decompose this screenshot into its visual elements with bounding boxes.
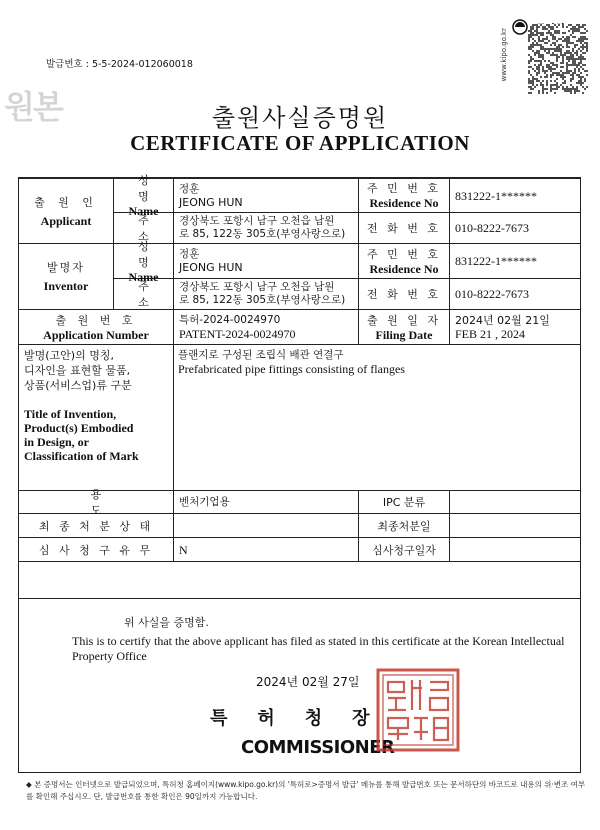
certify-statement-ko: 위 사실을 증명함. xyxy=(124,616,209,629)
applicant-label-ko: 출 원 인 xyxy=(34,195,98,209)
residence-label-ko: 주 민 번 호 xyxy=(367,247,441,261)
exam-date-label-text: 심사청구일자 xyxy=(372,543,436,557)
applicant-phone xyxy=(450,213,580,243)
phone-value: 010-8222-7673 xyxy=(455,221,529,235)
inventor-label-ko: 발명자 xyxy=(47,261,85,274)
filing-date-label-en: Filing Date xyxy=(375,327,433,342)
title-english: CERTIFICATE OF APPLICATION xyxy=(130,131,470,155)
residence-label-en: Residence No xyxy=(369,196,439,210)
filing-date-en: FEB 21 , 2024 xyxy=(455,326,526,341)
phone-label: 전 화 번 호 xyxy=(367,288,441,301)
inventor-name-label xyxy=(114,239,173,284)
use-label xyxy=(19,488,173,517)
app-number-en: PATENT-2024-0024970 xyxy=(179,326,296,341)
applicant-name-ko: 정훈 xyxy=(179,182,200,195)
inventor-label-en: Inventor xyxy=(43,279,89,293)
issue-number: 발급번호 : 5-5-2024-012060018 xyxy=(46,59,193,70)
invention-label-ko-2: 디자인을 표현할 물품, xyxy=(24,364,131,377)
official-seal-image xyxy=(374,666,462,754)
app-number-ko: 특허-2024-0024970 xyxy=(179,313,281,326)
address-line1: 경상북도 포항시 남구 오천읍 남원 xyxy=(179,281,335,293)
invention-label-en-1: Title of Invention, xyxy=(24,407,117,421)
phone-value: 010-8222-7673 xyxy=(455,287,529,301)
invention-label-ko-1: 발명(고안)의 명칭, xyxy=(24,349,114,362)
inventor-section-label xyxy=(19,244,113,309)
inventor-residence-label xyxy=(359,244,449,278)
filing-date xyxy=(450,310,580,344)
original-stamp: 원본 xyxy=(4,88,62,126)
residence-no-value: 831222-1****** xyxy=(455,254,537,268)
applicant-residence-no xyxy=(450,179,580,212)
footer-note: ◆ 본 증명서는 인터넷으로 발급되었으며, 특허청 홈페이지(www.kipo.go.kr)의 '특허로>증명서 발급' 메뉴를 통해 발급번호 또는 문서하단의 바코드로 내용의 위·변조 여부를 확인해 주십시오. 단, 발급번호를 통한 확인은 90일까지 가능합니다. xyxy=(26,780,586,801)
title-korean: 출원사실증명원 xyxy=(211,104,389,132)
invention-title-label xyxy=(24,348,172,463)
commissioner-title: COMMISSIONER xyxy=(241,737,395,758)
ipc-label-text: IPC 분류 xyxy=(382,496,426,509)
final-date-value xyxy=(450,514,580,537)
invention-label-en-2: Product(s) Embodied xyxy=(24,421,134,435)
application-number xyxy=(174,310,358,344)
invention-title-en: Prefabricated pipe fittings consisting of flanges xyxy=(178,362,405,376)
final-status-label xyxy=(19,514,173,537)
final-date-label xyxy=(359,514,449,537)
address-line2: 로 85, 122동 305호(부영사랑으로) xyxy=(179,228,346,240)
inventor-name xyxy=(174,244,358,278)
application-number-label xyxy=(19,310,173,344)
final-status-label-text: 최 종 처 분 상 태 xyxy=(38,519,154,533)
organization-korean: 특허청장 xyxy=(210,708,400,729)
ipc-label xyxy=(359,491,449,513)
inventor-name-ko: 정훈 xyxy=(179,248,200,260)
residence-label-ko: 주 민 번 호 xyxy=(367,182,441,195)
applicant-name-label xyxy=(114,174,173,218)
applicant-phone-label xyxy=(359,213,449,243)
address-line1: 경상북도 포항시 남구 오천읍 남원 xyxy=(179,215,335,227)
applicant-name-en: JEONG HUN xyxy=(179,195,243,209)
name-label-en: Name xyxy=(128,269,159,284)
address-line2: 로 85, 122동 305호(부영사랑으로) xyxy=(179,294,346,306)
invention-title xyxy=(178,348,573,376)
final-date-label-text: 최종처분일 xyxy=(377,519,431,533)
invention-label-en-4: Classification of Mark xyxy=(24,449,139,463)
exam-request-label xyxy=(19,538,173,561)
phone-label: 전 화 번 호 xyxy=(367,222,441,235)
name-label-ko: 성 명 xyxy=(138,174,163,203)
filing-date-ko: 2024년 02월 21일 xyxy=(455,313,550,327)
filing-date-label xyxy=(359,310,449,344)
final-status-value xyxy=(174,514,358,537)
exam-date-label xyxy=(359,538,449,561)
applicant-residence-label xyxy=(359,179,449,212)
use-value xyxy=(174,491,358,513)
name-label-ko: 성 명 xyxy=(138,239,163,269)
exam-request-value-text: N xyxy=(179,542,188,557)
applicant-address xyxy=(174,213,358,243)
inventor-phone-label xyxy=(359,279,449,309)
use-value-text: 벤처기업용 xyxy=(179,495,230,508)
applicant-label-en: Applicant xyxy=(40,213,92,228)
name-label-en: Name xyxy=(128,204,159,218)
filing-date-label-ko: 출 원 일 자 xyxy=(367,313,441,327)
residence-no-value: 831222-1****** xyxy=(455,188,537,203)
applicant-section-label xyxy=(19,179,113,243)
ipc-value xyxy=(450,491,580,513)
app-number-label-ko: 출 원 번 호 xyxy=(55,313,137,327)
use-label-text: 용 도 xyxy=(90,488,168,517)
invention-label-en-3: in Design, or xyxy=(24,435,90,449)
app-number-label-en: Application Number xyxy=(43,327,149,342)
exam-request-label-text: 심 사 청 구 유 무 xyxy=(38,543,154,557)
inventor-address xyxy=(174,279,358,309)
address-label: 주 소 xyxy=(138,214,163,243)
address-label: 주 소 xyxy=(138,280,163,309)
residence-label-en: Residence No xyxy=(369,261,439,276)
inventor-phone xyxy=(450,279,580,309)
inventor-name-en: JEONG HUN xyxy=(179,261,243,274)
issue-date: 2024년 02월 27일 xyxy=(256,675,360,689)
invention-title-ko: 플랜지로 구성된 조립식 배관 연결구 xyxy=(178,349,344,361)
exam-date-value xyxy=(450,538,580,561)
applicant-name xyxy=(174,179,358,212)
exam-request-value xyxy=(174,538,358,561)
kipo-url: www.kipo.go.kr xyxy=(500,28,508,82)
inventor-residence-no xyxy=(450,244,580,278)
barcode-image xyxy=(528,24,588,94)
inventor-address-label xyxy=(114,279,173,309)
invention-label-ko-3: 상품(서비스업)류 구분 xyxy=(24,379,132,392)
certify-statement-en: This is to certify that the above applicant has filed as stated in this certificate at the Korean Intellectual Property Office xyxy=(72,634,565,663)
